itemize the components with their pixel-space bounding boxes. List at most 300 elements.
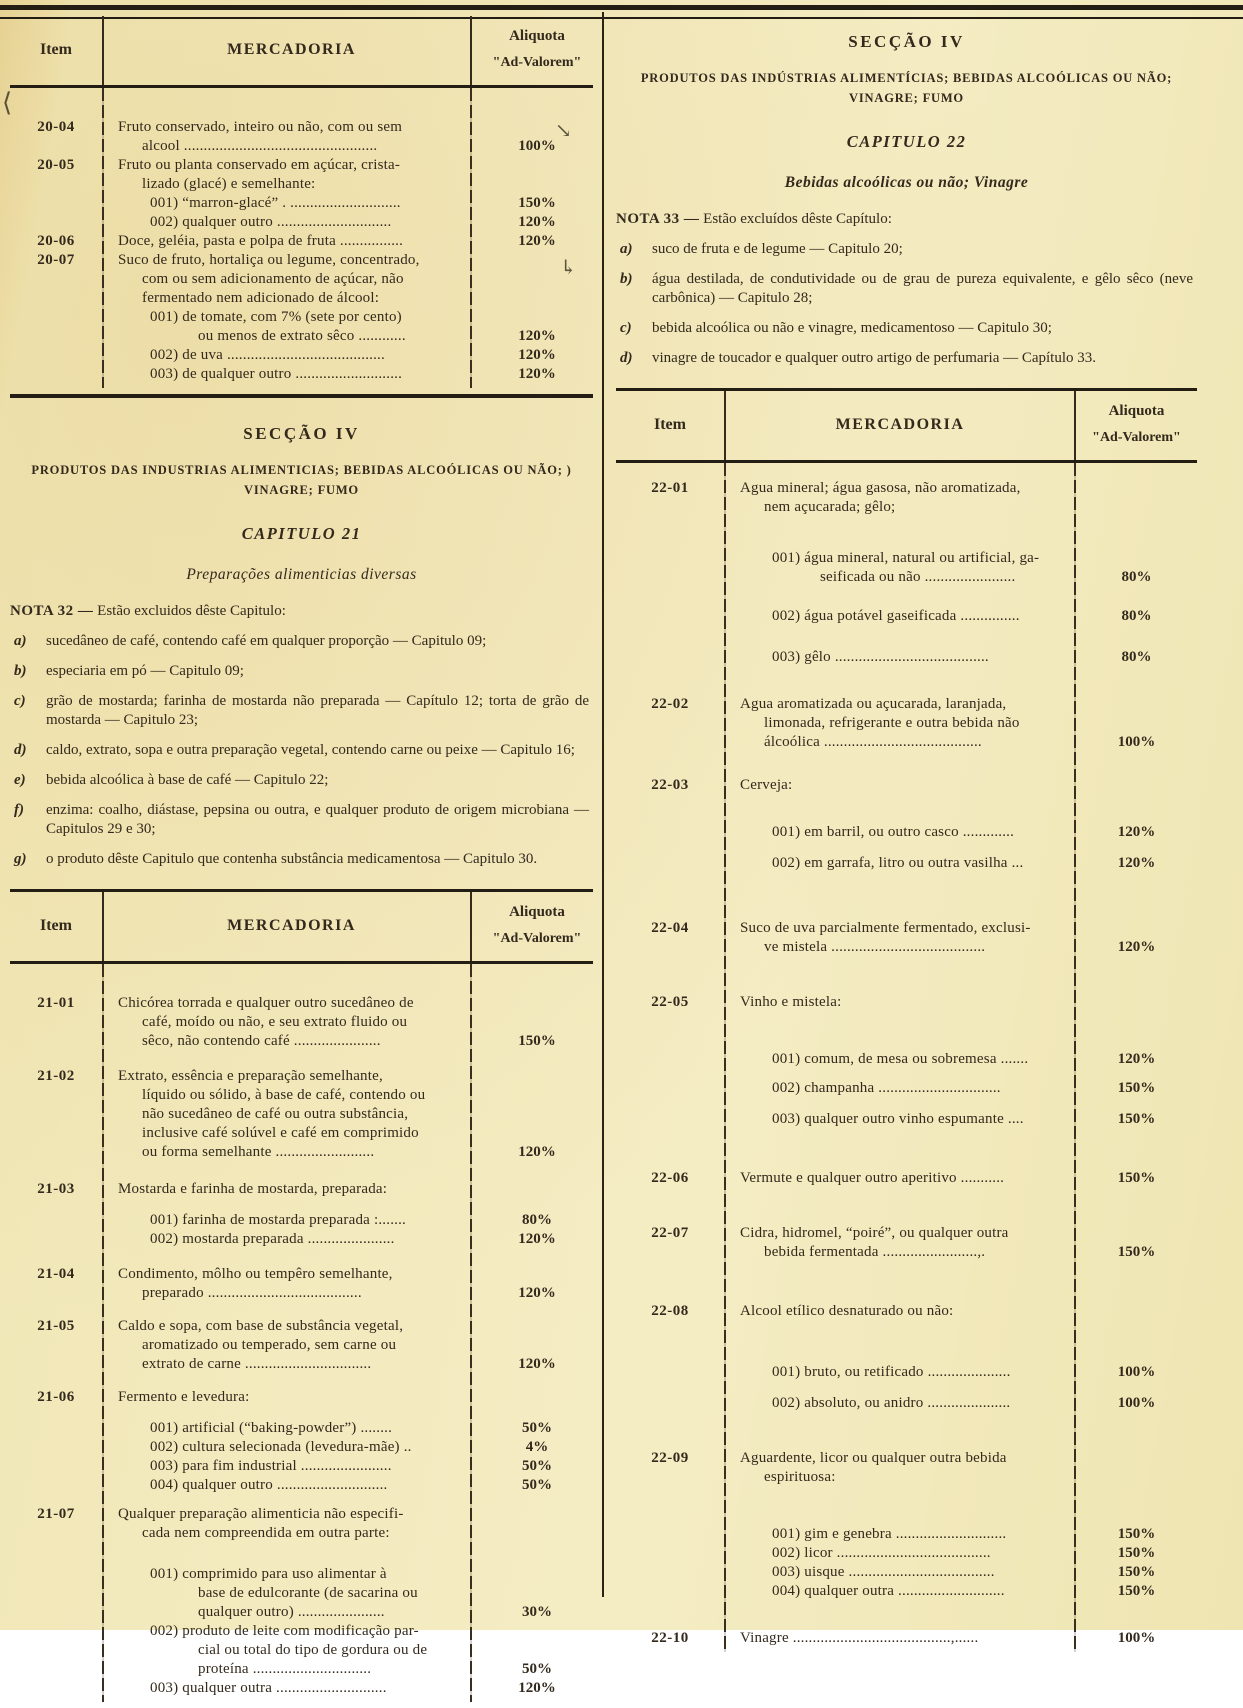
item-code: 21-01 [37,995,75,1011]
description [102,346,481,365]
description-line: Caldo e sopa, com base de substância vegetal, [118,1318,404,1334]
nota-item [10,801,593,839]
description-line: 004) qualquer outro ............................ [150,1477,388,1493]
table-row [616,1525,1197,1544]
section-block-chapter22 [616,32,1197,368]
item-code: 22-05 [651,994,689,1010]
nota-item [10,662,593,681]
table-row [10,1419,593,1438]
description-line: aromatizado ou temperado, sem carne ou [142,1337,397,1353]
nota-item-text: sucedâneo de café, contendo café em qualquer proporção — Capitulo 09; [46,633,487,649]
description-line: Fruto conservado, inteiro ou não, com ou sem [118,119,403,135]
nota-item-letter: c) [14,693,26,709]
table-row [616,919,1197,957]
description-line: Chicórea torrada e qualquer outro sucedâneo de [118,995,414,1011]
description-line: 003) uisque ..................................... [772,1564,995,1580]
description [724,1302,1076,1321]
item-code: 22-08 [651,1303,689,1319]
table-row [10,156,593,194]
rate-value: 100% [1117,1364,1156,1380]
table-row [10,1476,593,1495]
chapter-title: CAPITULO 22 [846,132,967,151]
table-row [616,1169,1197,1188]
table-row [616,648,1197,667]
rate-value: 150% [1117,1526,1156,1542]
rate-value: 120% [518,347,556,363]
column-divider [602,12,604,1597]
description-line: Condimento, môlho ou tempêro semelhante, [118,1266,393,1282]
nota-item-letter: f) [14,802,24,818]
rate-value: 100% [518,138,556,154]
table-row [616,1050,1197,1069]
nota-item [616,270,1197,308]
tariff-table-chapter21 [10,889,593,1708]
description-line: ve mistela ....................................... [764,939,986,955]
nota-list [616,240,1197,368]
description [724,1169,1076,1188]
item-code: 20-06 [37,233,75,249]
rate-value: 150% [1117,1583,1156,1599]
item-code: 22-04 [651,920,689,936]
item-code: 21-07 [37,1506,75,1522]
item-code: 21-02 [37,1068,75,1084]
rate-value: 150% [518,195,556,211]
description [724,776,1076,795]
rate-value: 50% [522,1458,552,1474]
table-row [10,1622,593,1679]
rate-value: 80% [1121,649,1152,665]
description-line: base de edulcorante (de sacarina ou [198,1585,418,1601]
scan-artifact: ↳ [560,257,577,279]
description-line: 001) bruto, ou retificado ..................... [772,1364,1011,1380]
description [724,1525,1076,1544]
rate-value: 100% [1117,1630,1156,1646]
description-line: 002) mostarda preparada ...................... [150,1231,395,1247]
description [724,1629,1076,1648]
rate-value: 120% [518,366,556,382]
item-code: 21-04 [37,1266,75,1282]
description-line: 001) “marron-glacé” . ............................ [150,195,401,211]
rate-value: 120% [518,1356,556,1372]
rate-value: 50% [522,1477,552,1493]
table-row [616,1629,1197,1648]
table-row [616,1079,1197,1098]
chapter-title: CAPITULO 21 [241,524,362,543]
table-body [616,463,1197,1658]
description-line: 003) de qualquer outro ........................... [150,366,403,382]
description-line: qualquer outro) ...................... [198,1604,385,1620]
nota-item-letter: a) [14,633,27,649]
nota-item-text: água destilada, de condutividade ou de grau de pureza equivalente, e gêlo sêco (neve carbônica) — Capitulo 28; [652,271,1193,306]
description [724,1394,1076,1413]
rate-value: 4% [525,1439,549,1455]
description-line: Vermute e qualquer outro aperitivo ........... [740,1170,1005,1186]
table-row [616,695,1197,752]
table-row [10,1067,593,1162]
column-header-mercadoria: MERCADORIA [227,40,356,58]
description [724,479,1076,517]
nota-item [616,349,1197,368]
table-body [10,88,593,394]
description [102,213,481,232]
description-line: Vinagre ........................................,...... [740,1630,979,1646]
table-body [10,964,593,1708]
column-header-aliquota: Aliquota "Ad-Valorem" [492,28,582,70]
table-row [10,251,593,308]
description [724,549,1076,587]
nota-item-letter: d) [620,350,633,366]
table-row [10,1505,593,1543]
description-line: líquido ou sólido, à base de café, contendo ou [142,1087,426,1103]
nota-text: Estão excluídos dêste Capítulo: [703,211,892,227]
description-line: Agua mineral; água gasosa, não aromatizada, [740,480,1021,496]
nota-item-letter: c) [620,320,632,336]
description [724,1449,1076,1487]
description-line: Vinho e mistela: [740,994,842,1010]
description-line: Fruto ou planta conservado em açúcar, crista- [118,157,401,173]
description-line: Aguardente, licor ou qualquer outra bebida [740,1450,1007,1466]
description [724,919,1076,957]
description [102,994,481,1051]
scan-artifact: ↘ [555,120,572,142]
nota-heading [10,602,593,621]
nota-label: NOTA 32 — [10,603,94,619]
description [102,1265,481,1303]
table-row [10,365,593,384]
description-line: 002) qualquer outro ............................. [150,214,392,230]
table-row [616,1224,1197,1262]
description-line: 001) gim e genebra ............................ [772,1526,1007,1542]
table-bottom-rule [10,394,593,398]
item-code: 20-04 [37,119,75,135]
table-row [10,1565,593,1622]
nota-item [10,741,593,760]
description-line: 003) para fim industrial ....................... [150,1458,392,1474]
description [102,1388,481,1407]
description-line: lizado (glacé) e semelhante: [142,176,316,192]
description [724,1544,1076,1563]
item-code: 21-05 [37,1318,75,1334]
table-header [616,391,1197,463]
description-line: ou forma semelhante ......................... [142,1144,375,1160]
table-row [616,776,1197,795]
table-row [10,346,593,365]
description-line: Suco de uva parcialmente fermentado, exclusi- [740,920,1031,936]
description [724,1563,1076,1582]
column-header-item: Item [654,415,686,433]
nota-item-letter: e) [14,772,26,788]
nota-item-text: vinagre de toucador e qualquer outro artigo de perfumaria — Capítulo 33. [652,350,1097,366]
table-row [616,823,1197,842]
description [102,1230,481,1249]
table-row [10,232,593,251]
nota-item [10,850,593,869]
nota-item-letter: d) [14,742,27,758]
description-line: Qualquer preparação alimenticia não especifi- [118,1506,404,1522]
description [102,232,481,251]
nota-text: Estão excluidos dêste Capitulo: [97,603,286,619]
nota-item [10,771,593,790]
description-line: não sucedâneo de café ou outra substância, [142,1106,409,1122]
description-line: 002) absoluto, ou anidro ..................... [772,1395,1011,1411]
description-line: Agua aromatizada ou açucarada, laranjada, [740,696,1007,712]
rate-value: 30% [522,1604,552,1620]
rate-value: 120% [518,1144,556,1160]
right-column [616,16,1197,1658]
nota-item-text: caldo, extrato, sopa e outra preparação vegetal, contendo carne ou peixe — Capitulo 16; [46,742,575,758]
description-line: 001) de tomate, com 7% (sete por cento) [150,309,402,325]
description-line: ou menos de extrato sêco ............ [198,328,406,344]
description [102,1505,481,1543]
rate-value: 120% [518,328,556,344]
item-code: 22-06 [651,1170,689,1186]
nota-item [616,319,1197,338]
description-line: inclusive café solúvel e café em comprimido [142,1125,419,1141]
description [724,648,1076,667]
table-row [616,1544,1197,1563]
description-line: Extrato, essência e preparação semelhante, [118,1068,383,1084]
description [102,1438,481,1457]
description-line: 001) água mineral, natural ou artificial, ga- [772,550,1040,566]
table-row [616,1110,1197,1129]
description-line: Mostarda e farinha de mostarda, preparada: [118,1181,388,1197]
rate-value: 120% [1117,939,1156,955]
description-line: café, moído ou não, e seu extrato fluido ou [142,1014,408,1030]
nota-item-letter: g) [14,851,27,867]
rate-value: 150% [518,1033,556,1049]
rate-value: 80% [1121,608,1152,624]
description-line: limonada, refrigerante e outra bebida não [764,715,1020,731]
column-header-mercadoria: MERCADORIA [835,415,965,433]
rate-value: 50% [522,1420,552,1436]
description-line: proteína .............................. [198,1661,372,1677]
rate-value: 120% [518,1285,556,1301]
rate-value: 120% [1117,1051,1156,1067]
description-line: com ou sem adicionamento de açúcar, não [142,271,404,287]
nota-item-letter: b) [620,271,633,287]
description-line: preparado ....................................... [142,1285,362,1301]
item-code: 22-09 [651,1450,689,1466]
table-row [10,994,593,1051]
nota-label: NOTA 33 — [616,211,700,227]
description-line: cial ou total do tipo de gordura ou de [198,1642,428,1658]
description [102,1565,481,1622]
description [102,308,481,346]
description-line: 001) comprimido para uso alimentar à [150,1566,387,1582]
table-row [616,607,1197,626]
description-line: alcool ................................................. [142,138,378,154]
description [102,1457,481,1476]
description [724,993,1076,1012]
rate-value: 150% [1117,1244,1156,1260]
table-row [10,213,593,232]
description-line: nem açucarada; gêlo; [764,499,896,515]
nota-heading [616,210,1197,229]
rate-value: 120% [518,233,556,249]
table-row [10,1317,593,1374]
table-header [10,16,593,88]
description-line: 004) qualquer outra ........................... [772,1583,1005,1599]
table-row [616,1449,1197,1487]
description [102,1180,481,1199]
item-code: 20-05 [37,157,75,173]
description [102,1476,481,1495]
description [102,251,481,308]
rate-value: 80% [1121,569,1152,585]
section-block-chapter21 [10,424,593,869]
description [724,854,1076,873]
description [724,1110,1076,1129]
table-header [10,892,593,964]
column-header-item: Item [40,916,72,934]
description-line: 002) cultura selecionada (levedura-mãe) .. [150,1439,412,1455]
nota-item-text: grão de mostarda; farinha de mostarda não preparada — Capítulo 12; torta de grão de mostarda — Capitulo 23; [46,693,589,728]
nota-item [10,692,593,730]
description-line: 002) em garrafa, litro ou outra vasilha ... [772,855,1024,871]
description-line: 002) licor ....................................... [772,1545,991,1561]
description [102,1622,481,1679]
description-line: sêco, não contendo café ...................... [142,1033,381,1049]
description-line: espirituosa: [764,1469,836,1485]
section-title: SECÇÃO IV [848,32,965,51]
chapter-subtitle: Bebidas alcoólicas ou não; Vinagre [784,174,1029,191]
table-row [10,1457,593,1476]
item-code: 22-10 [651,1630,689,1646]
nota-list [10,632,593,869]
nota-item-text: o produto dêste Capitulo que contenha substância medicamentosa — Capitulo 30. [46,851,538,867]
rate-value: 100% [1117,734,1156,750]
rate-value: 120% [1117,855,1156,871]
item-code: 22-01 [651,480,689,496]
description [102,194,481,213]
table-row [10,1265,593,1303]
section-title: SECÇÃO IV [243,424,360,443]
description-line: fermentado nem adicionado de álcool: [142,290,380,306]
description-line: Doce, geléia, pasta e polpa de fruta ................ [118,233,404,249]
rate-value: 100% [1117,1395,1156,1411]
rate-value: 80% [522,1212,552,1228]
table-row [10,1438,593,1457]
description-line: 001) farinha de mostarda preparada :....... [150,1212,406,1228]
table-row [616,854,1197,873]
nota-item-letter: a) [620,241,633,257]
table-row [10,1230,593,1249]
section-subtitle: PRODUTOS DAS INDUSTRIAS ALIMENTICIAS; BEBIDAS ALCOÓLICAS OU NÃO; ) VINAGRE; FUMO [31,463,572,497]
description-line: cada nem compreendida em outra parte: [142,1525,390,1541]
description-line: bebida fermentada ........................,. [764,1244,986,1260]
description [102,1067,481,1162]
description-line: Cidra, hidromel, “poiré”, ou qualquer outra [740,1225,1009,1241]
section-subtitle: PRODUTOS DAS INDÚSTRIAS ALIMENTÍCIAS; BEBIDAS ALCOÓLICAS OU NÃO; VINAGRE; FUMO [640,71,1173,105]
nota-item-text: enzima: coalho, diástase, pepsina ou outra, e qualquer produto de origem microbiana — Capitulos 29 e 30; [46,802,589,837]
description-line: 001) comum, de mesa ou sobremesa ....... [772,1051,1029,1067]
table-row [10,1679,593,1698]
item-code: 21-03 [37,1181,75,1197]
description [724,1079,1076,1098]
table-row [10,118,593,156]
description-line: seificada ou não ....................... [820,569,1016,585]
table-row [616,1582,1197,1601]
description [724,823,1076,842]
scan-artifact: ⟨ [2,88,13,117]
nota-item-text: suco de fruta e de legume — Capitulo 20; [652,241,903,257]
rate-value: 50% [522,1661,552,1677]
rate-value: 120% [518,1231,556,1247]
description [102,1211,481,1230]
column-header-mercadoria: MERCADORIA [227,916,356,934]
item-code: 22-02 [651,696,689,712]
table-row [616,1363,1197,1382]
nota-item [616,240,1197,259]
description-line: extrato de carne ................................ [142,1356,372,1372]
column-header-aliquota: Aliquota "Ad-Valorem" [492,904,582,946]
left-column [10,16,593,1708]
description [724,1363,1076,1382]
rate-value: 120% [518,214,556,230]
table-row [10,1388,593,1407]
nota-item-text: especiaria em pó — Capitulo 09; [46,663,244,679]
table-row [616,1394,1197,1413]
description [724,1582,1076,1601]
table-row [616,993,1197,1012]
description [102,1419,481,1438]
description [724,695,1076,752]
description-line: Alcool etílico desnaturado ou não: [740,1303,954,1319]
description [724,1050,1076,1069]
nota-item-text: bebida alcoólica à base de café — Capitulo 22; [46,772,329,788]
rate-value: 120% [518,1680,556,1696]
tariff-table-chapter20 [10,16,593,398]
description [724,1224,1076,1262]
rate-value: 150% [1117,1170,1156,1186]
table-row [10,1180,593,1199]
tariff-table-chapter22 [616,388,1197,1658]
column-header-item: Item [40,40,72,58]
rate-value: 150% [1117,1080,1156,1096]
item-code: 21-06 [37,1389,75,1405]
description-line: álcoólica ........................................ [764,734,982,750]
nota-item-letter: b) [14,663,27,679]
column-header-aliquota: Aliquota "Ad-Valorem" [1092,403,1181,445]
description-line: 002) champanha ............................... [772,1080,1001,1096]
description-line: Cerveja: [740,777,793,793]
rate-value: 150% [1117,1111,1156,1127]
description-line: Fermento e levedura: [118,1389,250,1405]
item-code: 22-07 [651,1225,689,1241]
item-code: 20-07 [37,252,75,268]
nota-item-text: bebida alcoólica ou não e vinagre, medicamentoso — Capitulo 30; [652,320,1052,336]
description [102,156,481,194]
table-row [10,308,593,346]
description-line: 003) gêlo ....................................... [772,649,989,665]
description-line: Suco de fruto, hortaliça ou legume, concentrado, [118,252,420,268]
description-line: 002) água potável gaseificada ............... [772,608,1020,624]
item-code: 22-03 [651,777,689,793]
description-line: 001) em barril, ou outro casco ............. [772,824,1015,840]
description [102,1679,481,1698]
table-row [616,479,1197,517]
description-line: 003) qualquer outro vinho espumante .... [772,1111,1024,1127]
description-line: 003) qualquer outra ............................ [150,1680,387,1696]
description-line: 002) produto de leite com modificação par- [150,1623,419,1639]
description [724,607,1076,626]
chapter-subtitle: Preparações alimenticias diversas [186,566,417,583]
description-line: 002) de uva ........................................ [150,347,385,363]
table-row [616,549,1197,587]
table-row [616,1563,1197,1582]
rate-value: 120% [1117,824,1156,840]
description [102,1317,481,1374]
